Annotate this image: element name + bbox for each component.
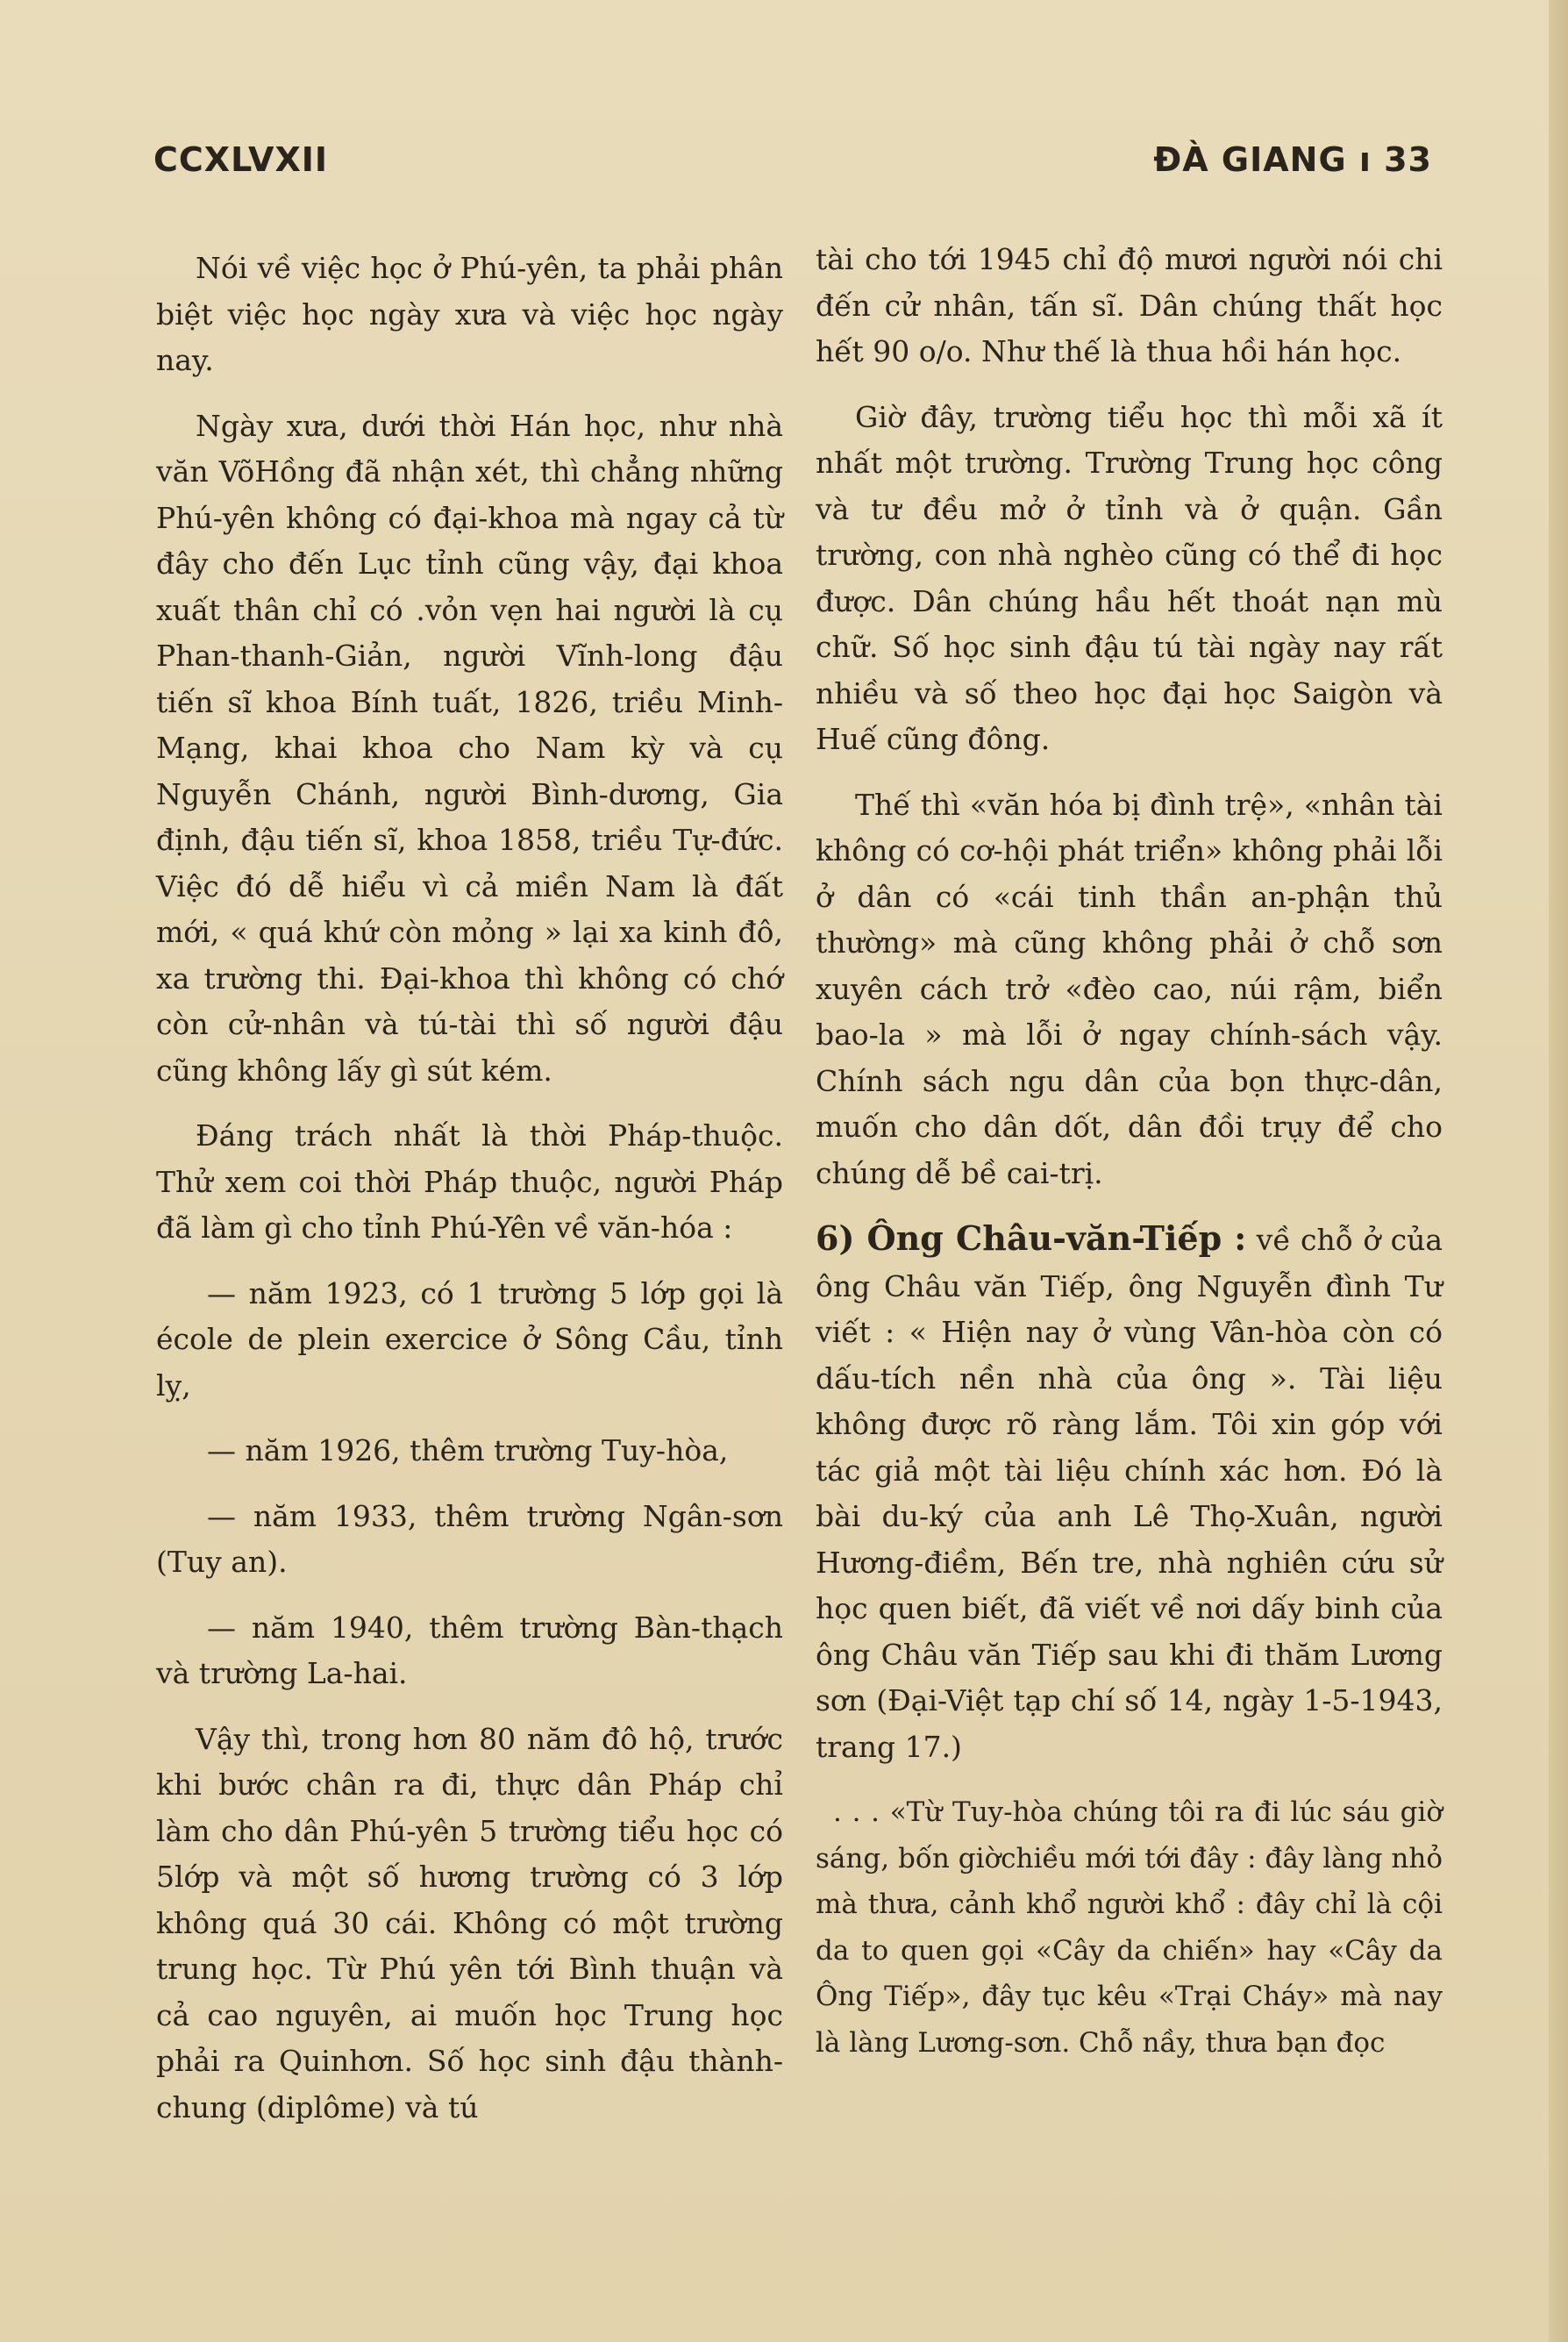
paragraph: Ngày xưa, dưới thời Hán học, như nhà văn VõHồng đã nhận xét, thì chẳng những Phú-yên không có đại-khoa mà ngay cả từ đây cho đến Lục tỉnh cũng vậy, đại khoa xuất thân chỉ có .vỏn vẹn hai người là cụ Phan-thanh-Giản, người Vĩnh-long đậu tiến sĩ khoa Bính tuất, 1826, triều Minh-Mạng, khai khoa cho Nam kỳ và cụ Nguyễn Chánh, người Bình-dương, Gia định, đậu tiến sĩ, khoa 1858, triều Tự-đức. Việc đó dễ hiểu vì cả miền Nam là đất mới, « quá khứ còn mỏng » lại xa kinh đô, xa trường thi. Đại-khoa thì không có chớ còn cử-nhân và tú-tài thì số người đậu cũng không lấy gì sút kém. — [156, 408, 783, 1088]
paragraph-text: về chỗ ở của ông Châu văn Tiếp, ông Nguyễn đình Tư viết : « Hiện nay ở vùng Vân-hòa còn có dấu-tích nền nhà của ông ». Tài liệu không được rõ ràng lắm. Tôi xin góp với tác giả một tài liệu chính xác hơn. Đó là bài du-ký của anh Lê Thọ-Xuân, người Hương-điềm, Bến tre, nhà nghiên cứu sử học quen biết, đã viết về nơi dấy binh của ông Châu văn Tiếp sau khi đi thăm Lương sơn (Đại-Việt tạp chí số 14, ngày 1-5-1943, trang 17.) — [816, 1223, 1443, 1764]
paragraph: Giờ đây, trường tiểu học thì mỗi xã ít nhất một trường. Trường Trung học công và tư đều mở ở tỉnh và ở quận. Gần trường, con nhà nghèo cũng có thể đi học được. Dân chúng hầu hết thoát nạn mù chữ. Số học sinh đậu tú tài ngày nay rất nhiều và số theo học đại học Saigòn và Huế cũng đông. — [816, 399, 1443, 756]
paragraph: Thế thì «văn hóa bị đình trệ», «nhân tài không có cơ-hội phát triển» không phải lỗi ở dân có «cái tinh thần an-phận thủ thường» mà cũng không phải ở chỗ sơn xuyên cách trở «đèo cao, núi rậm, biển bao-la » mà lỗi ở ngay chính-sách vậy. Chính sách ngu dân của bọn thực-dân, muốn cho dân dốt, dân đồi trụy để cho chúng dễ bề cai-trị. — [816, 787, 1443, 1190]
page-edge — [1549, 0, 1568, 2342]
quote-paragraph: . . . «Từ Tuy-hòa chúng tôi ra đi lúc sáu giờ sáng, bốn giờchiều mới tới đây : đây làng nhỏ mà thưa, cảnh khổ người khổ : đây chỉ là cội da to quen gọi «Cây da chiến» hay «Cây da Ông Tiếp», đây tục kêu «Trại Cháy» mà nay là làng Lương-sơn. Chỗ nầy, thưa bạn đọc — [816, 1796, 1443, 2059]
right-column — [816, 237, 1443, 2085]
section-paragraph — [816, 1216, 1443, 1770]
list-item: — năm 1926, thêm trường Tuy-hòa, — [207, 1433, 729, 1467]
paragraph: tài cho tới 1945 chỉ độ mươi người nói chi đến cử nhân, tấn sĩ. Dân chúng thất học hết 90 o/o. Như thế là thua hồi hán học. — [816, 242, 1443, 368]
list-item: — năm 1940, thêm trường Bàn-thạch và trường La-hai. — [156, 1610, 783, 1690]
paragraph: Vậy thì, trong hơn 80 năm đô hộ, trước khi bước chân ra đi, thực dân Pháp chỉ làm cho dân Phú-yên 5 trường tiểu học có 5lớp và một số hương trường có 3 lớp không quá 30 cái. Không có một trường trung học. Từ Phú yên tới Bình thuận và cả cao nguyên, ai muốn học Trung học phải ra Quinhơn. Số học sinh đậu thành-chung (diplôme) và tú — [156, 1721, 783, 2124]
list-item: — năm 1933, thêm trường Ngân-sơn (Tuy an). — [156, 1498, 783, 1579]
paragraph: Đáng trách nhất là thời Pháp-thuộc. Thử xem coi thời Pháp thuộc, người Pháp đã làm gì cho tỉnh Phú-Yên về văn-hóa : — [156, 1118, 783, 1245]
section-heading: 6) Ông Châu-văn-Tiếp : — [816, 1218, 1247, 1258]
section-number: CCXLVXII — [153, 140, 329, 179]
page-title-and-number: ĐÀ GIANG ı 33 — [1153, 140, 1432, 179]
list-item: — năm 1923, có 1 trường 5 lớp gọi là école de plein exercice ở Sông Cầu, tỉnh lỵ, — [156, 1275, 783, 1403]
page-header — [153, 132, 1432, 184]
left-column — [156, 246, 783, 2150]
paragraph: Nói về việc học ở Phú-yên, ta phải phân biệt việc học ngày xưa và việc học ngày nay. — [156, 251, 783, 377]
